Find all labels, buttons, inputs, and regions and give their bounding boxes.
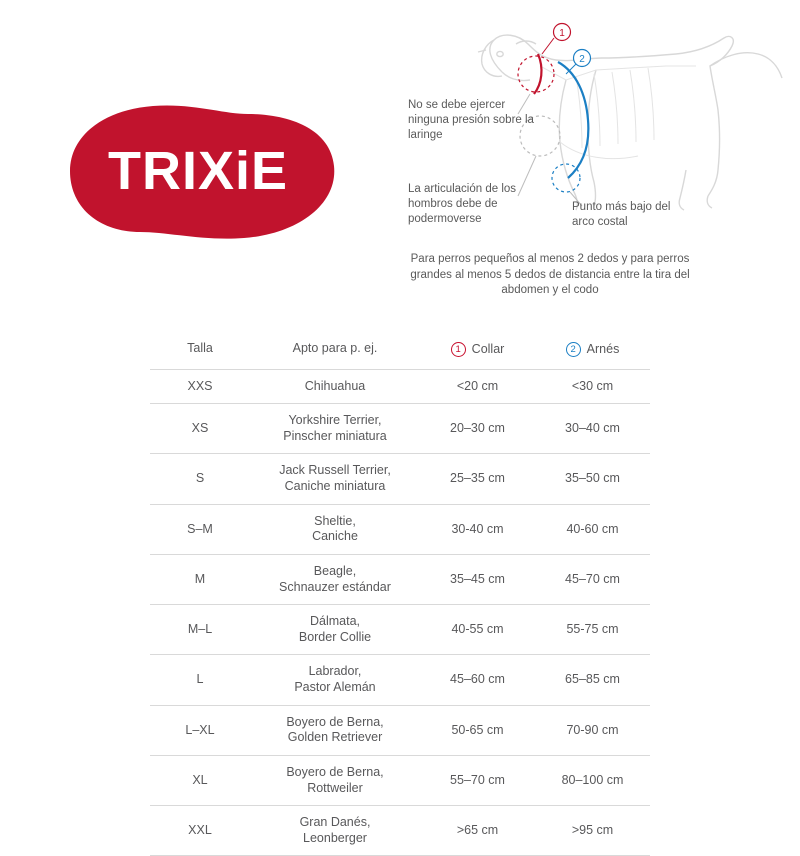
cell-breed bbox=[250, 369, 420, 404]
table-header-row bbox=[150, 332, 650, 369]
table-row bbox=[150, 504, 650, 554]
marker-1-label: 1 bbox=[559, 28, 565, 39]
table-head bbox=[150, 332, 650, 369]
size-table-wrap bbox=[150, 332, 650, 856]
cell-harness: 45–70 cm bbox=[535, 554, 650, 604]
cell-collar: 20–30 cm bbox=[420, 404, 535, 454]
cell-size: M–L bbox=[150, 605, 250, 655]
breed-line: Pinscher miniatura bbox=[283, 428, 387, 443]
cell-size: S–M bbox=[150, 504, 250, 554]
cell-size: L bbox=[150, 655, 250, 705]
cell-breed bbox=[250, 554, 420, 604]
cell-harness: <30 cm bbox=[535, 369, 650, 404]
cell-breed bbox=[250, 705, 420, 755]
cell-size: XXL bbox=[150, 806, 250, 856]
table-row bbox=[150, 705, 650, 755]
breed-line: Beagle, bbox=[313, 563, 357, 578]
callout-larynx: No se debe ejercer ninguna presión sobre la laringe bbox=[408, 99, 534, 142]
collar-badge-icon: 1 bbox=[451, 342, 466, 357]
cell-breed bbox=[250, 404, 420, 454]
table-row bbox=[150, 404, 650, 454]
logo-text: TRIXiE bbox=[107, 141, 289, 201]
breed-line: Caniche bbox=[312, 529, 358, 544]
marker-2-label: 2 bbox=[579, 54, 585, 65]
dog-diagram bbox=[390, 10, 790, 270]
cell-collar: 35–45 cm bbox=[420, 554, 535, 604]
cell-breed bbox=[250, 755, 420, 805]
table-row bbox=[150, 755, 650, 805]
breed-line: Boyero de Berna, bbox=[286, 714, 384, 729]
breed-line: Caniche miniatura bbox=[284, 479, 386, 494]
cell-size: M bbox=[150, 554, 250, 604]
cell-harness: 70-90 cm bbox=[535, 705, 650, 755]
cell-size: S bbox=[150, 454, 250, 504]
cell-breed bbox=[250, 504, 420, 554]
cell-harness: >95 cm bbox=[535, 806, 650, 856]
breed-line: Gran Danés, bbox=[299, 815, 371, 830]
cell-harness: 40-60 cm bbox=[535, 504, 650, 554]
breed-line: Leonberger bbox=[303, 830, 367, 845]
breed-line: Schnauzer estándar bbox=[279, 579, 391, 594]
size-table bbox=[150, 332, 650, 856]
cell-collar: 45–60 cm bbox=[420, 655, 535, 705]
cell-collar: >65 cm bbox=[420, 806, 535, 856]
header-breed: Apto para p. ej. bbox=[250, 332, 420, 369]
header-collar-label: Collar bbox=[471, 341, 505, 356]
callout-rib: Punto más bajo del arco costal bbox=[572, 201, 671, 229]
cell-collar: <20 cm bbox=[420, 369, 535, 404]
table-row bbox=[150, 369, 650, 404]
cell-breed bbox=[250, 605, 420, 655]
table-row bbox=[150, 605, 650, 655]
table-row bbox=[150, 655, 650, 705]
cell-size: XL bbox=[150, 755, 250, 805]
breed-line: Border Collie bbox=[298, 629, 372, 644]
cell-collar: 55–70 cm bbox=[420, 755, 535, 805]
cell-harness: 65–85 cm bbox=[535, 655, 650, 705]
header-collar bbox=[420, 332, 535, 369]
breed-line: Pastor Alemán bbox=[294, 680, 376, 695]
breed-line: Golden Retriever bbox=[287, 730, 383, 745]
trixie-logo bbox=[48, 96, 348, 246]
breed-line: Yorkshire Terrier, bbox=[288, 413, 382, 428]
header-harness-label: Arnés bbox=[586, 341, 620, 356]
cell-collar: 40-55 cm bbox=[420, 605, 535, 655]
breed-line: Labrador, bbox=[308, 664, 362, 679]
cell-collar: 25–35 cm bbox=[420, 454, 535, 504]
cell-collar: 50-65 cm bbox=[420, 705, 535, 755]
cell-collar: 30-40 cm bbox=[420, 504, 535, 554]
cell-size: L–XL bbox=[150, 705, 250, 755]
header-size: Talla bbox=[150, 332, 250, 369]
table-body bbox=[150, 369, 650, 856]
cell-breed bbox=[250, 655, 420, 705]
cell-harness: 35–50 cm bbox=[535, 454, 650, 504]
cell-size: XS bbox=[150, 404, 250, 454]
breed-line: Rottweiler bbox=[307, 780, 363, 795]
cell-harness: 30–40 cm bbox=[535, 404, 650, 454]
breed-line: Boyero de Berna, bbox=[286, 764, 384, 779]
cell-size: XXS bbox=[150, 369, 250, 404]
breed-line: Sheltie, bbox=[314, 513, 356, 528]
table-row bbox=[150, 806, 650, 856]
breed-line: Chihuahua bbox=[304, 378, 366, 393]
breed-line: Jack Russell Terrier, bbox=[279, 463, 391, 478]
cell-harness: 80–100 cm bbox=[535, 755, 650, 805]
breed-line: Dálmata, bbox=[309, 614, 361, 629]
table-row bbox=[150, 554, 650, 604]
cell-breed bbox=[250, 806, 420, 856]
cell-breed bbox=[250, 454, 420, 504]
cell-harness: 55-75 cm bbox=[535, 605, 650, 655]
fitting-note: Para perros pequeños al menos 2 dedos y para perros grandes al menos 5 dedos de distancia entre la tira del abdomen y el codo bbox=[410, 253, 690, 297]
harness-badge-icon: 2 bbox=[566, 342, 581, 357]
callout-shoulder: La articulación de los hombros debe de podermoverse bbox=[408, 183, 517, 226]
header-harness bbox=[535, 332, 650, 369]
table-row bbox=[150, 454, 650, 504]
